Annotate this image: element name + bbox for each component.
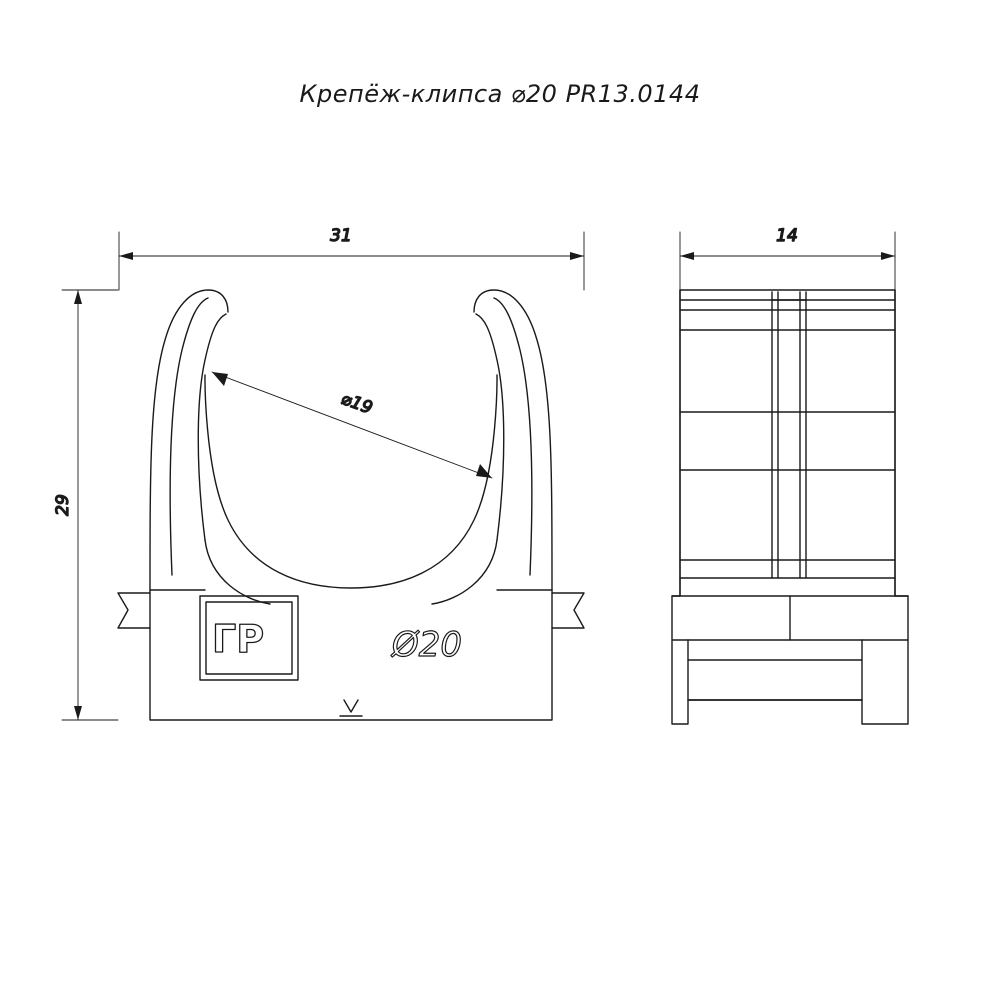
dimension-29: 29 <box>53 494 73 516</box>
front-view-dimensions <box>62 232 584 720</box>
front-view-geometry <box>118 290 584 720</box>
size-marking-text: Ø20 <box>392 625 463 665</box>
dimension-14: 14 <box>776 226 798 246</box>
dimension-31: 31 <box>330 226 352 246</box>
page-title: Крепёж-клипса ⌀20 PR13.0144 <box>299 80 701 108</box>
side-view-geometry <box>672 290 908 724</box>
logo-text: ГР <box>212 617 265 661</box>
dimension-d19: ⌀19 <box>338 388 376 419</box>
